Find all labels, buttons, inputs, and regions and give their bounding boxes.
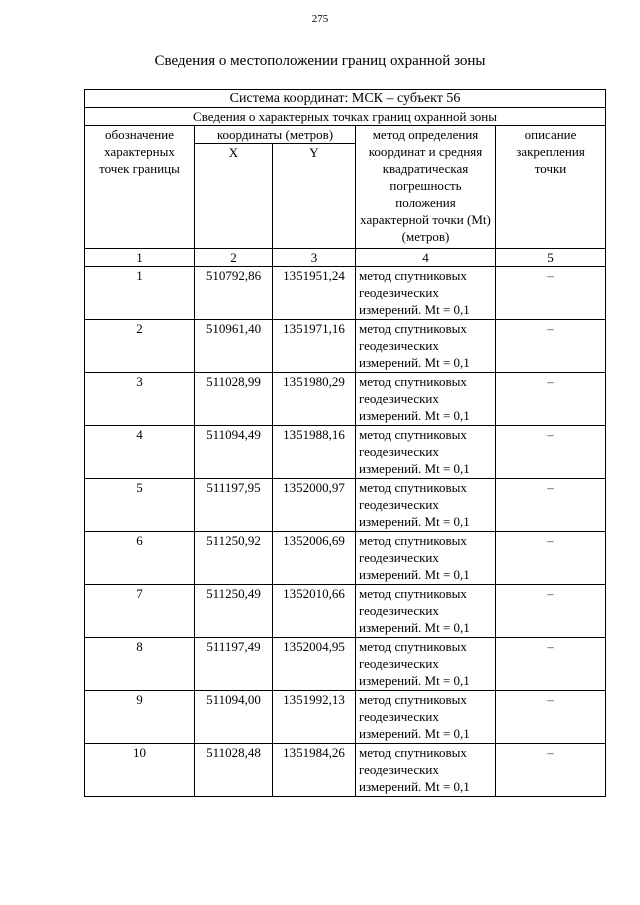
fixing-description: – xyxy=(496,479,606,532)
y-coordinate: 1352006,69 xyxy=(273,532,356,585)
method-cell: метод спутниковых геодезических измерений. Mt = 0,1 xyxy=(356,585,496,638)
method-cell: метод спутниковых геодезических измерений. Mt = 0,1 xyxy=(356,267,496,320)
method-cell: метод спутниковых геодезических измерений. Mt = 0,1 xyxy=(356,426,496,479)
column-number: 4 xyxy=(356,249,496,267)
column-number: 3 xyxy=(273,249,356,267)
table-row xyxy=(85,479,606,532)
x-coordinate: 511197,49 xyxy=(195,638,273,691)
column-number: 5 xyxy=(496,249,606,267)
y-coordinate: 1351951,24 xyxy=(273,267,356,320)
x-coordinate: 511250,49 xyxy=(195,585,273,638)
fixing-description: – xyxy=(496,585,606,638)
y-coordinate: 1351988,16 xyxy=(273,426,356,479)
x-coordinate: 511197,95 xyxy=(195,479,273,532)
method-cell: метод спутниковых геодезических измерений. Mt = 0,1 xyxy=(356,744,496,797)
point-number: 5 xyxy=(85,479,195,532)
method-cell: метод спутниковых геодезических измерений. Mt = 0,1 xyxy=(356,320,496,373)
table-row xyxy=(85,267,606,320)
y-coordinate: 1352010,66 xyxy=(273,585,356,638)
y-coordinate: 1351971,16 xyxy=(273,320,356,373)
x-coordinate: 511250,92 xyxy=(195,532,273,585)
x-coordinate: 511028,48 xyxy=(195,744,273,797)
fixing-description: – xyxy=(496,744,606,797)
method-cell: метод спутниковых геодезических измерений. Mt = 0,1 xyxy=(356,479,496,532)
table-row xyxy=(85,426,606,479)
point-number: 9 xyxy=(85,691,195,744)
column-numbers-row xyxy=(85,249,606,267)
y-coordinate: 1351980,29 xyxy=(273,373,356,426)
point-number: 1 xyxy=(85,267,195,320)
point-number: 6 xyxy=(85,532,195,585)
fixing-description: – xyxy=(496,267,606,320)
fixing-description: – xyxy=(496,373,606,426)
document-title: Сведения о местоположении границ охранной зоны xyxy=(154,53,486,69)
table-row xyxy=(85,585,606,638)
fixing-description-header: описание закрепления точки xyxy=(496,126,606,249)
boundary-points-table xyxy=(84,89,606,797)
coordinates-header: координаты (метров) xyxy=(195,126,356,144)
method-header: метод определения координат и средняя квадратическая погрешность положения характерной точки (Mt) (метров) xyxy=(356,126,496,249)
fixing-description: – xyxy=(496,532,606,585)
fixing-description: – xyxy=(496,320,606,373)
table-row xyxy=(85,638,606,691)
fixing-description: – xyxy=(496,426,606,479)
table-row xyxy=(85,532,606,585)
x-header: X xyxy=(195,144,273,249)
point-number: 7 xyxy=(85,585,195,638)
fixing-description: – xyxy=(496,638,606,691)
table-row xyxy=(85,691,606,744)
point-number: 2 xyxy=(85,320,195,373)
column-number: 1 xyxy=(85,249,195,267)
y-header: Y xyxy=(273,144,356,249)
fixing-description: – xyxy=(496,691,606,744)
point-number: 8 xyxy=(85,638,195,691)
x-coordinate: 511094,00 xyxy=(195,691,273,744)
y-coordinate: 1351992,13 xyxy=(273,691,356,744)
coordinate-system-header: Система координат: МСК – субъект 56 xyxy=(85,90,606,108)
method-cell: метод спутниковых геодезических измерений. Mt = 0,1 xyxy=(356,691,496,744)
method-cell: метод спутниковых геодезических измерений. Mt = 0,1 xyxy=(356,638,496,691)
page-number: 275 xyxy=(311,13,329,25)
column-number: 2 xyxy=(195,249,273,267)
point-number: 4 xyxy=(85,426,195,479)
x-coordinate: 511094,49 xyxy=(195,426,273,479)
x-coordinate: 510961,40 xyxy=(195,320,273,373)
point-number: 3 xyxy=(85,373,195,426)
x-coordinate: 510792,86 xyxy=(195,267,273,320)
method-cell: метод спутниковых геодезических измерений. Mt = 0,1 xyxy=(356,373,496,426)
table-row xyxy=(85,744,606,797)
point-designation-header: обозначение характерных точек границы xyxy=(85,126,195,249)
x-coordinate: 511028,99 xyxy=(195,373,273,426)
section-header: Сведения о характерных точках границ охранной зоны xyxy=(85,108,606,126)
y-coordinate: 1352000,97 xyxy=(273,479,356,532)
method-cell: метод спутниковых геодезических измерений. Mt = 0,1 xyxy=(356,532,496,585)
y-coordinate: 1351984,26 xyxy=(273,744,356,797)
y-coordinate: 1352004,95 xyxy=(273,638,356,691)
point-number: 10 xyxy=(85,744,195,797)
table-row xyxy=(85,320,606,373)
table-row xyxy=(85,373,606,426)
